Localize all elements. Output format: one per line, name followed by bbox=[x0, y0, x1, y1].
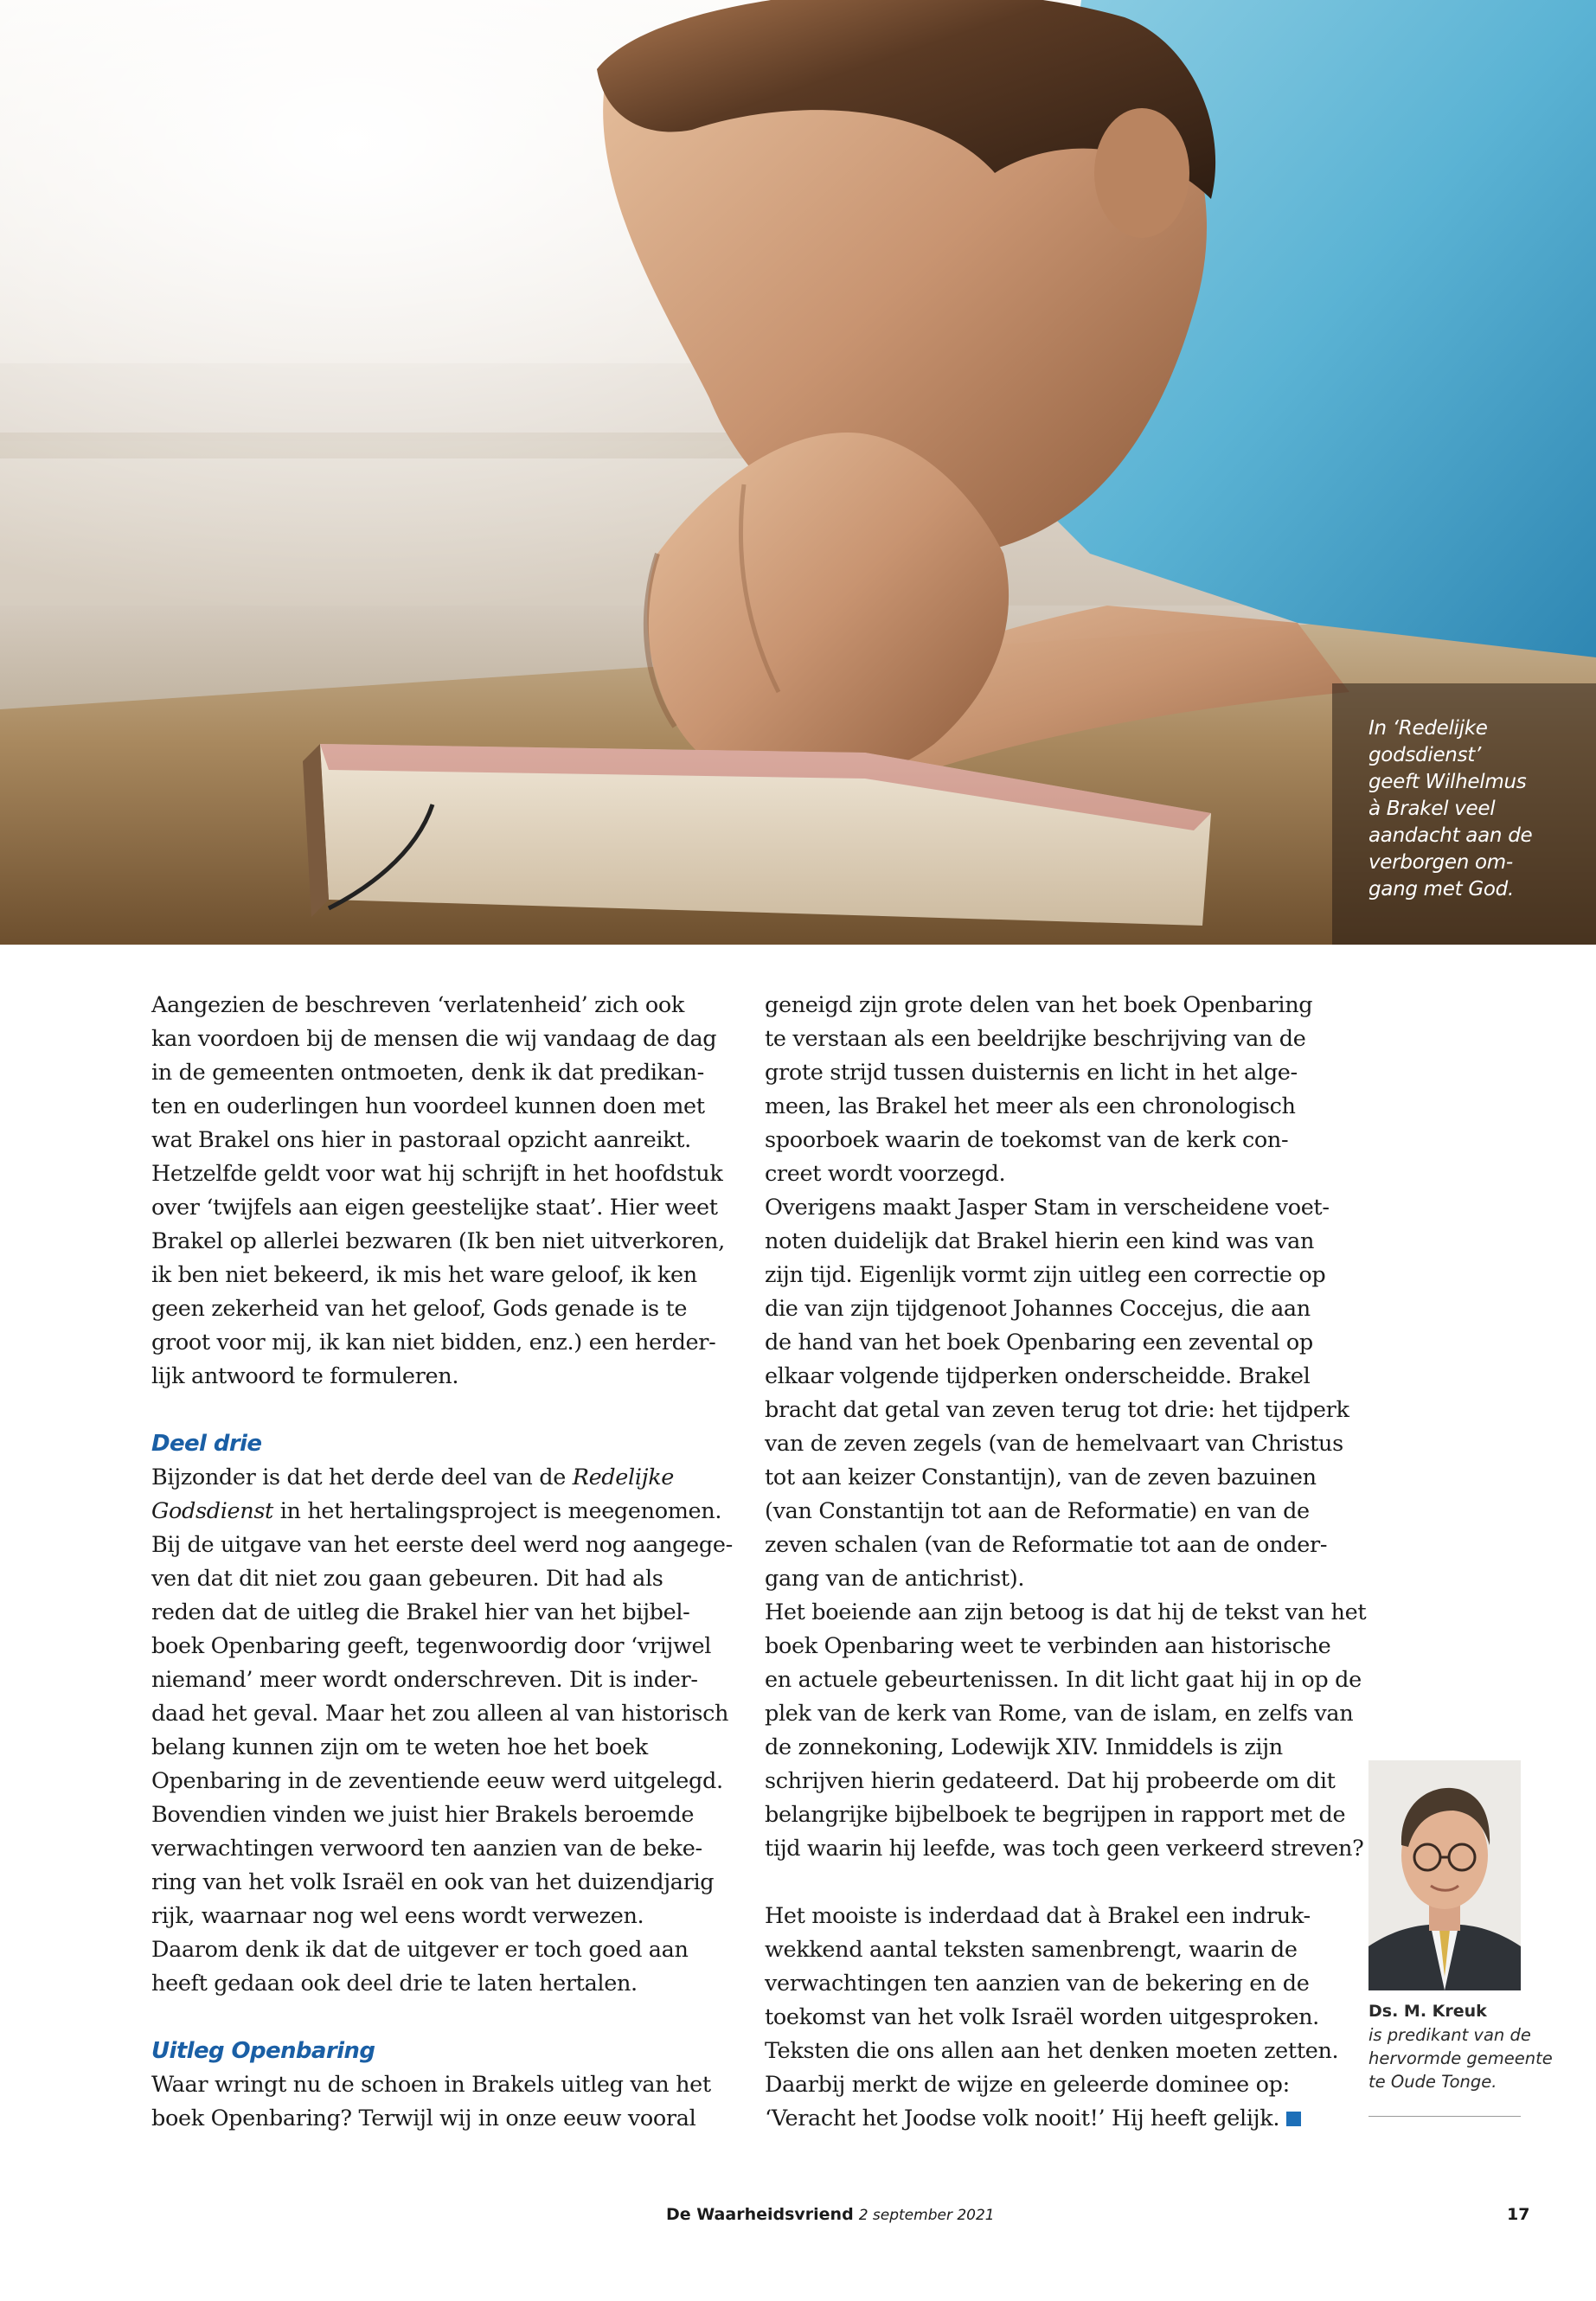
text-line: en actuele gebeurtenissen. In dit licht gaat hij in op de bbox=[765, 1667, 1362, 1693]
text-line: Bij de uitgave van het eerste deel werd nog aangege- bbox=[151, 1532, 733, 1558]
caption-line: à Brakel veel bbox=[1368, 798, 1496, 820]
text-line: Bovendien vinden we juist hier Brakels beroemde bbox=[151, 1802, 695, 1828]
author-role-line: hervormde gemeente bbox=[1368, 2048, 1553, 2068]
text-line: Hetzelfde geldt voor wat hij schrijft in het hoofdstuk bbox=[151, 1161, 723, 1187]
author-name: Ds. M. Kreuk bbox=[1368, 2002, 1487, 2021]
text-line bbox=[151, 1495, 722, 1529]
text-line: niemand’ meer wordt onderschreven. Dit is inder- bbox=[151, 1667, 698, 1693]
text-line bbox=[765, 2102, 1336, 2136]
text-line: Overigens maakt Jasper Stam in verscheidene voet- bbox=[765, 1195, 1330, 1221]
text-line: de zonnekoning, Lodewijk XIV. Inmiddels is zijn bbox=[765, 1734, 1283, 1760]
praying-person-illustration bbox=[0, 0, 1596, 945]
end-of-article-mark bbox=[1286, 2112, 1301, 2126]
text-line: boek Openbaring weet te verbinden aan historische bbox=[765, 1633, 1331, 1659]
text-line: meen, las Brakel het meer als een chronologisch bbox=[765, 1093, 1296, 1119]
paragraph bbox=[765, 1900, 1339, 2136]
book-title: Redelijke bbox=[572, 1465, 675, 1490]
text-line: noten duidelijk dat Brakel hierin een kind was van bbox=[765, 1228, 1315, 1254]
caption-line: geeft Wilhelmus bbox=[1368, 771, 1527, 793]
page-number: 17 bbox=[1507, 2205, 1530, 2224]
text-line: ven dat dit niet zou gaan gebeuren. Dit had als bbox=[151, 1566, 663, 1592]
section-heading: Deel drie bbox=[151, 1431, 262, 1457]
text-line: zijn tijd. Eigenlijk vormt zijn uitleg een correctie op bbox=[765, 1262, 1326, 1288]
text-line: boek Openbaring geeft, tegenwoordig door ‘vrijwel bbox=[151, 1633, 712, 1659]
text-line: kan voordoen bij de mensen die wij vandaag de dag bbox=[151, 1026, 717, 1052]
text-line: daad het geval. Maar het zou alleen al van historisch bbox=[151, 1701, 729, 1727]
text-line: rijk, waarnaar nog wel eens wordt verwezen. bbox=[151, 1903, 644, 1929]
text-line: Daarom denk ik dat de uitgever er toch goed aan bbox=[151, 1937, 689, 1963]
paragraph bbox=[765, 1596, 1367, 1866]
photo-caption bbox=[1368, 715, 1542, 903]
text-line: lijk antwoord te formuleren. bbox=[151, 1363, 459, 1389]
text-line: ring van het volk Israël en ook van het duizendjarig bbox=[151, 1869, 715, 1895]
text-line: tot aan keizer Constantijn), van de zeven bazuinen bbox=[765, 1465, 1317, 1490]
paragraph bbox=[151, 1461, 733, 2001]
text-line: in de gemeenten ontmoeten, denk ik dat predikan- bbox=[151, 1060, 704, 1086]
caption-line: gang met God. bbox=[1368, 878, 1514, 901]
text-line: (van Constantijn tot aan de Reformatie) en van de bbox=[765, 1498, 1310, 1524]
paragraph bbox=[151, 989, 725, 1394]
magazine-name: De Waarheidsvriend bbox=[666, 2205, 854, 2224]
text-line: groot voor mij, ik kan niet bidden, enz.) een herder- bbox=[151, 1330, 716, 1356]
paragraph-gap bbox=[151, 2001, 722, 2035]
text-line: Waar wringt nu de schoen in Brakels uitleg van het bbox=[151, 2072, 711, 2098]
paragraph bbox=[765, 1191, 1349, 1596]
section-heading: Uitleg Openbaring bbox=[151, 2038, 375, 2064]
text-line: verwachtingen ten aanzien van de bekering en de bbox=[765, 1971, 1310, 1997]
text-line: wat Brakel ons hier in pastoraal opzicht aanreikt. bbox=[151, 1127, 691, 1153]
text-line: geen zekerheid van het geloof, Gods genade is te bbox=[151, 1296, 688, 1322]
page-footer bbox=[0, 2205, 1596, 2231]
text-line: over ‘twijfels aan eigen geestelijke staat’. Hier weet bbox=[151, 1195, 718, 1221]
paragraph-gap bbox=[151, 1394, 722, 1427]
text-line: Openbaring in de zeventiende eeuw werd uitgelegd. bbox=[151, 1768, 723, 1794]
author-divider bbox=[1368, 2116, 1521, 2117]
caption-line: In ‘Redelijke bbox=[1368, 717, 1488, 740]
text-line: elkaar volgende tijdperken onderscheidde. Brakel bbox=[765, 1363, 1311, 1389]
text-line: plek van de kerk van Rome, van de islam, en zelfs van bbox=[765, 1701, 1354, 1727]
text-line: Het boeiende aan zijn betoog is dat hij de tekst van het bbox=[765, 1599, 1367, 1625]
text-line: ik ben niet bekeerd, ik mis het ware geloof, ik ken bbox=[151, 1262, 697, 1288]
text-line: creet wordt voorzegd. bbox=[765, 1161, 1006, 1187]
text-line: te verstaan als een beeldrijke beschrijving van de bbox=[765, 1026, 1306, 1052]
caption-line: aandacht aan de bbox=[1368, 824, 1533, 847]
text-line: schrijven hierin gedateerd. Dat hij probeerde om dit bbox=[765, 1768, 1336, 1794]
text-line: van de zeven zegels (van de hemelvaart van Christus bbox=[765, 1431, 1343, 1457]
author-portrait bbox=[1368, 1760, 1521, 1990]
paragraph bbox=[765, 989, 1336, 1191]
text-line: spoorboek waarin de toekomst van de kerk con- bbox=[765, 1127, 1289, 1153]
text-line: wekkend aantal teksten samenbrengt, waarin de bbox=[765, 1937, 1298, 1963]
text-line: Het mooiste is inderdaad dat à Brakel een indruk- bbox=[765, 1903, 1311, 1929]
text-line: belangrijke bijbelboek te begrijpen in rapport met de bbox=[765, 1802, 1346, 1828]
text-run: in het hertalingsproject is meegenomen. bbox=[272, 1498, 722, 1524]
paragraph bbox=[151, 2068, 722, 2136]
text-line: zeven schalen (van de Reformatie tot aan de onder- bbox=[765, 1532, 1328, 1558]
caption-line: verborgen om- bbox=[1368, 851, 1513, 874]
text-line: toekomst van het volk Israël worden uitgesproken. bbox=[765, 2004, 1319, 2030]
caption-line: godsdienst’ bbox=[1368, 744, 1481, 766]
text-line: bracht dat getal van zeven terug tot drie: het tijdperk bbox=[765, 1397, 1349, 1423]
text-line: die van zijn tijdgenoot Johannes Coccejus, die aan bbox=[765, 1296, 1311, 1322]
text-line: gang van de antichrist). bbox=[765, 1566, 1025, 1592]
text-line: verwachtingen verwoord ten aanzien van de beke- bbox=[151, 1836, 702, 1862]
author-role-line: is predikant van de bbox=[1368, 2025, 1531, 2045]
text-line: Brakel op allerlei bezwaren (Ik ben niet uitverkoren, bbox=[151, 1228, 725, 1254]
text-line: Daarbij merkt de wijze en geleerde dominee op: bbox=[765, 2072, 1290, 2098]
text-line: heeft gedaan ook deel drie te laten hertalen. bbox=[151, 1971, 638, 1997]
text-line: grote strijd tussen duisternis en licht in het alge- bbox=[765, 1060, 1298, 1086]
text-run: ‘Veracht het Joodse volk nooit!’ Hij heeft gelijk. bbox=[765, 2106, 1280, 2131]
text-run: Bijzonder is dat het derde deel van de bbox=[151, 1465, 573, 1490]
text-line: Teksten die ons allen aan het denken moeten zetten. bbox=[765, 2038, 1339, 2064]
text-line: ten en ouderlingen hun voordeel kunnen doen met bbox=[151, 1093, 705, 1119]
hero-photo bbox=[0, 0, 1596, 945]
text-line: boek Openbaring? Terwijl wij in onze eeuw vooral bbox=[151, 2106, 696, 2131]
author-role bbox=[1368, 2023, 1553, 2093]
issue-date: 2 september 2021 bbox=[858, 2207, 995, 2224]
article-column-right bbox=[765, 989, 1367, 2136]
footer-publication bbox=[666, 2205, 995, 2224]
author-role-line: te Oude Tonge. bbox=[1368, 2072, 1497, 2092]
text-line bbox=[151, 1461, 722, 1495]
author-photo bbox=[1368, 1760, 1521, 1990]
text-line: geneigd zijn grote delen van het boek Openbaring bbox=[765, 992, 1313, 1018]
text-line: Aangezien de beschreven ‘verlatenheid’ zich ook bbox=[151, 992, 684, 1018]
article-column-left bbox=[151, 989, 733, 2136]
book-title: Godsdienst bbox=[151, 1498, 273, 1524]
text-line: belang kunnen zijn om te weten hoe het boek bbox=[151, 1734, 648, 1760]
text-line: reden dat de uitleg die Brakel hier van het bijbel- bbox=[151, 1599, 690, 1625]
text-line: tijd waarin hij leefde, was toch geen verkeerd streven? bbox=[765, 1836, 1364, 1862]
text-line: de hand van het boek Openbaring een zevental op bbox=[765, 1330, 1313, 1356]
paragraph-gap bbox=[765, 1866, 1336, 1900]
